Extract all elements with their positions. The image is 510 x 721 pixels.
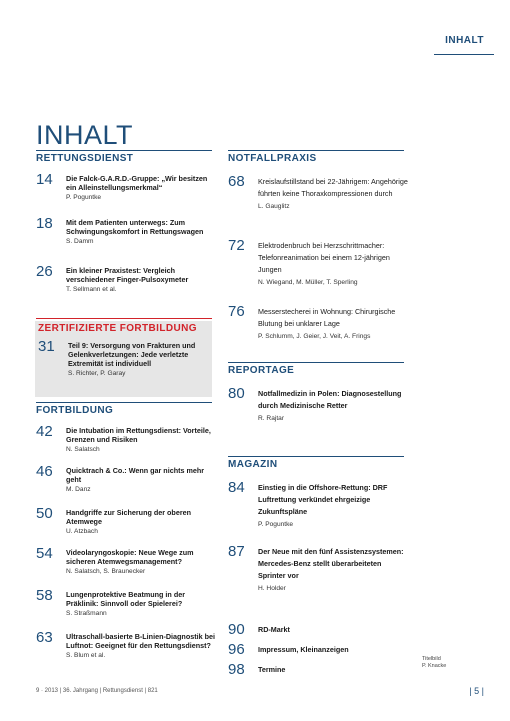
section-title: NOTFALLPRAXIS [228, 153, 317, 164]
entry-author: S. Richter, P. Garay [68, 370, 126, 377]
credit-name: P. Knacke [422, 663, 447, 669]
section-magazin [228, 456, 404, 470]
header-label: INHALT [445, 35, 484, 46]
entry-title: Der Neue mit den fünf Assistenzsystemen: Mercedes-Benz stellt überarbeiteten Sprinter vor [258, 547, 404, 580]
entry-title: Elektrodenbruch bei Herzschrittmacher: Telefonreanimation bei einem 12-jährigen Jungen [258, 241, 390, 274]
page-number: 31 [38, 338, 55, 355]
footer-page-number: | 5 | [469, 686, 484, 696]
entry-author: T. Sellmann et al. [66, 286, 117, 293]
page-number: 58 [36, 587, 53, 604]
entry-author: S. Straßmann [66, 610, 107, 617]
section-rule [228, 150, 404, 151]
entry-title: Mit dem Patienten unterwegs: Zum Schwingungskomfort in Rettungswagen [66, 218, 204, 236]
cert-box [35, 321, 212, 397]
entry-author: N. Wiegand, M. Müller, T. Sperling [258, 279, 358, 286]
entry-title: Ein kleiner Praxistest: Vergleich verschiedener Finger-Pulsoxymeter [66, 266, 189, 284]
entry-title: Kreislaufstillstand bei 22-Jährigem: Angehörige führten keine Thoraxkompressionen durch [258, 177, 408, 198]
section-rule [228, 456, 404, 457]
page-title: INHALT [36, 120, 134, 151]
page-number: 87 [228, 543, 245, 560]
entry-author: P. Poguntke [66, 194, 102, 201]
section-rule [36, 150, 212, 151]
page-number: 96 [228, 641, 245, 658]
page-number: 84 [228, 479, 245, 496]
page-number: 54 [36, 545, 53, 562]
page-number: 68 [228, 173, 245, 190]
cover-credit [422, 656, 446, 670]
section-rule [228, 362, 404, 363]
header-rule [434, 54, 494, 55]
page-number: 90 [228, 621, 245, 638]
entry-title: Notfallmedizin in Polen: Diagnosestellung durch Medizinische Retter [258, 389, 402, 410]
page-number: 42 [36, 423, 53, 440]
entry-author: N. Salatsch [66, 446, 100, 453]
right-column [228, 0, 408, 721]
section-title: MAGAZIN [228, 459, 278, 470]
entry-author: P. Schlumm, J. Geier, J. Veit, A. Frings [258, 333, 371, 340]
entry-title: Impressum, Kleinanzeigen [258, 645, 349, 654]
entry-author: M. Danz [66, 486, 91, 493]
section-title: ZERTIFIZIERTE FORTBILDUNG [38, 323, 197, 334]
section-notfallpraxis [228, 150, 404, 164]
section-title: RETTUNGSDIENST [36, 153, 134, 164]
section-reportage [228, 362, 404, 376]
page-number: 50 [36, 505, 53, 522]
entry-author: N. Salatsch, S. Braunecker [66, 568, 146, 575]
entry-author: P. Poguntke [258, 521, 294, 528]
page-number: 46 [36, 463, 53, 480]
entry-title: Termine [258, 665, 286, 674]
entry-title: Die Falck-G.A.R.D.-Gruppe: „Wir besitzen ein Alleinstellungsmerkmal“ [66, 174, 208, 192]
credit-label: Titelbild [422, 656, 441, 662]
section-fortbildung [36, 402, 212, 416]
page-number: 76 [228, 303, 245, 320]
page-number: 63 [36, 629, 53, 646]
section-rule [36, 402, 212, 403]
section-zertifizierte-fortbildung [36, 318, 212, 397]
left-column [36, 0, 215, 721]
page-number: 26 [36, 263, 53, 280]
page-number: 80 [228, 385, 245, 402]
entry-title: Handgriffe zur Sicherung der oberen Atemwege [66, 508, 191, 526]
page-number: 72 [228, 237, 245, 254]
entry-title: Messerstecherei in Wohnung: Chirurgische Blutung bei unklarer Lage [258, 307, 396, 328]
page-number: 18 [36, 215, 53, 232]
entry-title: Teil 9: Versorgung von Frakturen und Gelenkverletzungen: Jede verletzte Extremität ist individuell [68, 341, 196, 368]
entry-author: S. Blum et al. [66, 652, 106, 659]
entry-author: U. Atzbach [66, 528, 98, 535]
section-title: FORTBILDUNG [36, 405, 114, 416]
section-rettungsdienst [36, 150, 212, 164]
entry-title: Quicktrach & Co.: Wenn gar nichts mehr geht [66, 466, 205, 484]
entry-author: R. Rajtar [258, 415, 285, 422]
entry-title: Die Intubation im Rettungsdienst: Vorteile, Grenzen und Risiken [66, 426, 211, 444]
entry-author: L. Gauglitz [258, 203, 290, 210]
page-number: 98 [228, 661, 245, 678]
entry-title: RD-Markt [258, 625, 290, 634]
section-rule [36, 318, 212, 319]
entry-author: S. Damm [66, 238, 94, 245]
entry-title: Lungenprotektive Beatmung in der Präklinik: Sinnvoll oder Spielerei? [66, 590, 186, 608]
entry-title: Videolaryngoskopie: Neue Wege zum sicheren Atemwegsmanagement? [66, 548, 194, 566]
entry-title: Ultraschall-basierte B-Linien-Diagnostik bei Luftnot: Geeignet für den Rettungsdienst? [66, 632, 215, 650]
section-title: REPORTAGE [228, 365, 295, 376]
page-number: 14 [36, 171, 53, 188]
footer-issue-info: 9 · 2013 | 36. Jahrgang | Rettungsdienst | 821 [36, 688, 158, 694]
entry-title: Einstieg in die Offshore-Rettung: DRF Luftrettung verkündet ehrgeizige Zukunftspläne [258, 483, 388, 516]
entry-author: H. Holder [258, 585, 286, 592]
